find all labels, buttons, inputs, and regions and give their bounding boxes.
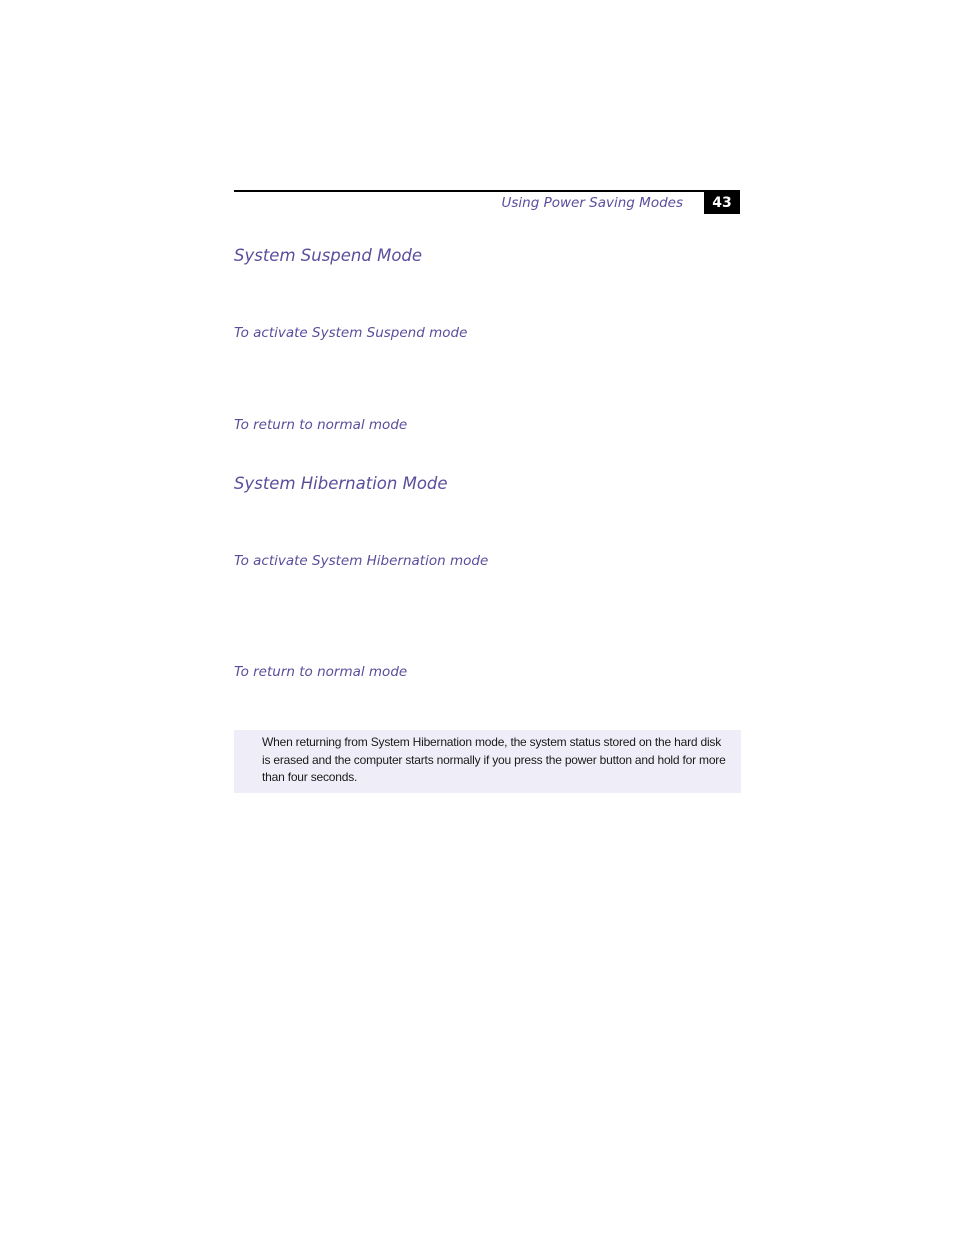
- section-heading-system-suspend: System Suspend Mode: [234, 246, 423, 265]
- section-heading-system-hibernation: System Hibernation Mode: [234, 474, 448, 493]
- note-box: [234, 730, 741, 793]
- subheading-activate-suspend: To activate System Suspend mode: [234, 325, 468, 341]
- running-header-title: Using Power Saving Modes: [501, 195, 683, 211]
- note-text: When returning from System Hibernation mode, the system status stored on the hard disk is erased and the computer starts normally if you press the power button and hold for more than four seconds.: [262, 735, 726, 784]
- subheading-return-normal-hibernation: To return to normal mode: [234, 664, 408, 680]
- page-number: 43: [704, 192, 740, 214]
- header-rule: [234, 190, 740, 192]
- subheading-activate-hibernation: To activate System Hibernation mode: [234, 553, 489, 569]
- subheading-return-normal-suspend: To return to normal mode: [234, 417, 408, 433]
